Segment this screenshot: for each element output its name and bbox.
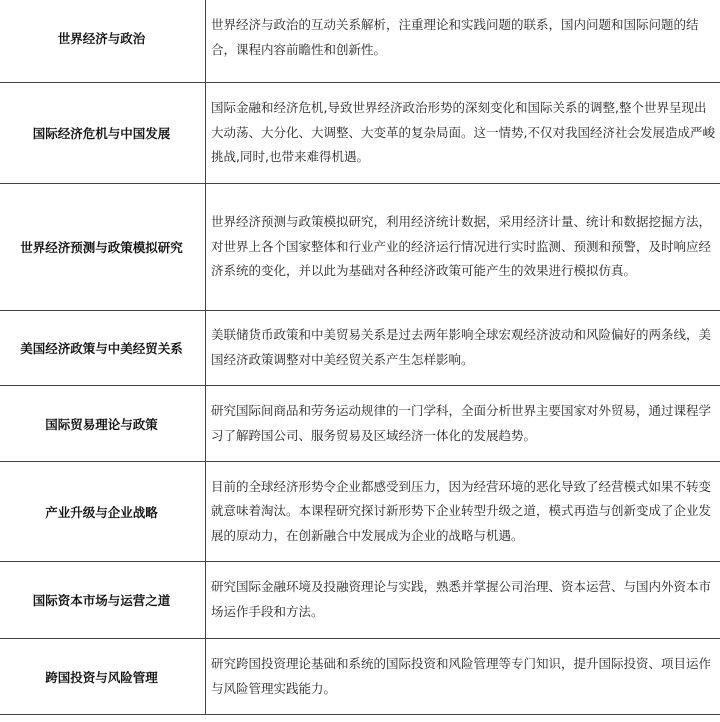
table-row — [0, 562, 720, 639]
table-row — [0, 311, 720, 386]
table-row — [0, 83, 720, 184]
table-row — [0, 639, 720, 715]
table-row — [0, 386, 720, 462]
table-row — [0, 462, 720, 562]
course-name: 美国经济政策与中美经贸关系 — [0, 311, 206, 386]
course-name: 国际贸易理论与政策 — [0, 386, 206, 462]
course-description: 研究国际金融环境及投融资理论与实践，熟悉并掌握公司治理、资本运营、与国内外资本市场运作手段和方法。 — [206, 562, 720, 639]
course-description: 世界经济预测与政策模拟研究，利用经济统计数据，采用经济计量、统计和数据挖掘方法，对世界上各个国家整体和行业产业的经济运行情况进行实时监测、预测和预警，及时响应经济系统的变化，并以此为基础对各种经济政策可能产生的效果进行模拟仿真。 — [206, 184, 720, 311]
course-name: 跨国投资与风险管理 — [0, 639, 206, 715]
table-row — [0, 0, 720, 83]
course-name: 产业升级与企业战略 — [0, 462, 206, 562]
course-description: 目前的全球经济形势令企业都感受到压力，因为经营环境的恶化导致了经营模式如果不转变就意味着淘汰。本课程研究探讨新形势下企业转型升级之道，模式再造与创新变成了企业发展的原动力，在创新融合中发展成为企业的战略与机遇。 — [206, 462, 720, 562]
course-description: 研究跨国投资理论基础和系统的国际投资和风险管理等专门知识，提升国际投资、项目运作与风险管理实践能力。 — [206, 639, 720, 715]
course-description: 研究国际间商品和劳务运动规律的一门学科，全面分析世界主要国家对外贸易，通过课程学习了解跨国公司、服务贸易及区域经济一体化的发展趋势。 — [206, 386, 720, 462]
course-description: 世界经济与政治的互动关系解析，注重理论和实践问题的联系，国内问题和国际问题的结合，课程内容前瞻性和创新性。 — [206, 0, 720, 83]
course-name: 世界经济预测与政策模拟研究 — [0, 184, 206, 311]
course-description: 美联储货币政策和中美贸易关系是过去两年影响全球宏观经济波动和风险偏好的两条线，美国经济政策调整对中美经贸关系产生怎样影响。 — [206, 311, 720, 386]
course-name: 世界经济与政治 — [0, 0, 206, 83]
course-name: 国际经济危机与中国发展 — [0, 83, 206, 184]
course-name: 国际资本市场与运营之道 — [0, 562, 206, 639]
table-row — [0, 184, 720, 311]
course-description: 国际金融和经济危机,导致世界经济政治形势的深刻变化和国际关系的调整,整个世界呈现出大动荡、大分化、大调整、大变革的复杂局面。这一情势,不仅对我国经济社会发展造成严峻挑战,同时,也带来难得机遇。 — [206, 83, 720, 184]
